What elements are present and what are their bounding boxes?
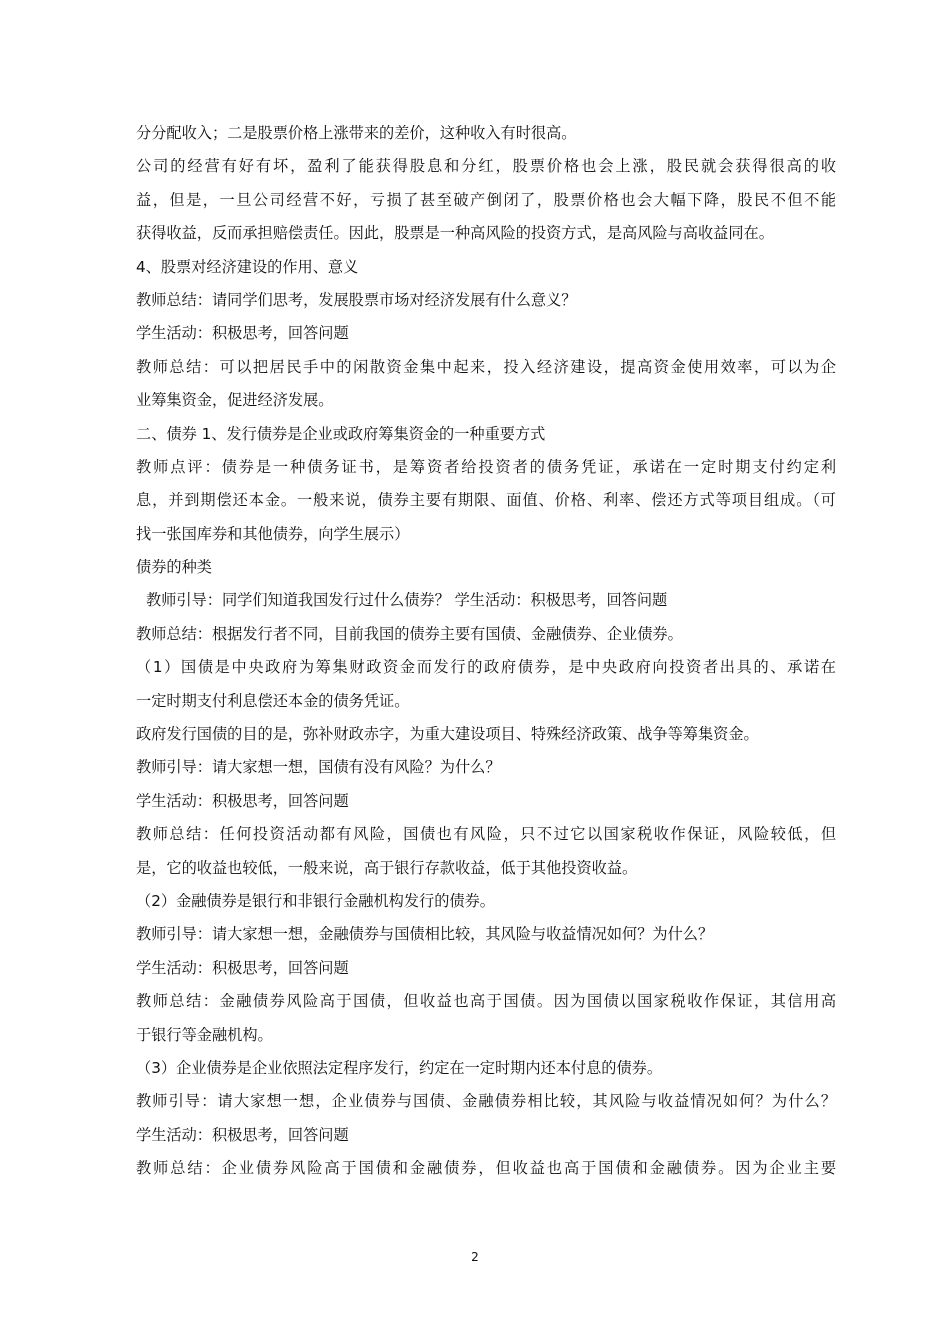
text-line: 债券的种类 xyxy=(136,558,212,577)
text-line: 教师总结：可以把居民手中的闲散资金集中起来，投入经济建设，提高资金使用效率，可以为企 xyxy=(136,357,836,376)
text-line: 二、债券 1、发行债券是企业或政府筹集资金的一种重要方式 xyxy=(136,424,546,443)
text-line: 教师总结：金融债券风险高于国债，但收益也高于国债。因为国债以国家税收作保证，其信用高 xyxy=(136,992,836,1011)
text-line: 教师引导：同学们知道我国发行过什么债券？ 学生活动：积极思考，回答问题 xyxy=(146,591,668,610)
text-line: 政府发行国债的目的是，弥补财政赤字，为重大建设项目、特殊经济政策、战争等筹集资金。 xyxy=(136,725,759,744)
text-line: 教师总结：企业债券风险高于国债和金融债券，但收益也高于国债和金融债券。因为企业主要 xyxy=(136,1159,836,1178)
text-line: 教师引导：请大家想一想，企业债券与国债、金融债券相比较，其风险与收益情况如何？为什么？ xyxy=(136,1092,836,1111)
text-line: 教师点评：债券是一种债务证书，是筹资者给投资者的债务凭证，承诺在一定时期支付约定利 xyxy=(136,457,836,476)
text-line: 学生活动：积极思考，回答问题 xyxy=(136,791,349,810)
text-line: 找一张国库券和其他债券，向学生展示） xyxy=(136,524,410,543)
text-line: 学生活动：积极思考，回答问题 xyxy=(136,958,349,977)
text-line: 分分配收入；二是股票价格上涨带来的差价，这种收入有时很高。 xyxy=(136,124,577,142)
text-line: （1）国债是中央政府为筹集财政资金而发行的政府债券，是中央政府向投资者出具的、承诺在 xyxy=(136,658,836,677)
body-text xyxy=(136,124,836,1193)
text-line: 一定时期支付利息偿还本金的债务凭证。 xyxy=(136,691,410,710)
text-line: 教师总结：根据发行者不同，目前我国的债券主要有国债、金融债券、企业债券。 xyxy=(136,624,683,643)
text-line: 学生活动：积极思考，回答问题 xyxy=(136,1125,349,1144)
text-line: 业筹集资金，促进经济发展。 xyxy=(136,391,334,410)
text-line: 教师引导：请大家想一想，金融债券与国债相比较，其风险与收益情况如何？为什么？ xyxy=(136,925,714,944)
text-line: 益，但是，一旦公司经营不好，亏损了甚至破产倒闭了，股票价格也会大幅下降，股民不但不能 xyxy=(136,190,836,209)
page-number: 2 xyxy=(471,1250,479,1264)
text-line: （2）金融债券是银行和非银行金融机构发行的债券。 xyxy=(136,891,495,910)
text-line: 4、股票对经济建设的作用、意义 xyxy=(136,257,359,276)
text-line: 息，并到期偿还本金。一般来说，债券主要有期限、面值、价格、利率、偿还方式等项目组成。（可 xyxy=(136,491,836,510)
text-line: 于银行等金融机构。 xyxy=(136,1025,273,1044)
text-line: 教师总结：任何投资活动都有风险，国债也有风险，只不过它以国家税收作保证，风险较低，但 xyxy=(136,825,836,844)
text-line: 教师总结：请同学们思考，发展股票市场对经济发展有什么意义？ xyxy=(136,290,577,309)
text-line: 教师引导：请大家想一想，国债有没有风险？为什么？ xyxy=(136,758,501,777)
text-line: 公司的经营有好有坏，盈利了能获得股息和分红，股票价格也会上涨，股民就会获得很高的收 xyxy=(136,157,836,176)
text-line: 学生活动：积极思考，回答问题 xyxy=(136,324,349,343)
text-line: 获得收益，反而承担赔偿责任。因此，股票是一种高风险的投资方式，是高风险与高收益同在。 xyxy=(136,224,774,243)
text-line: （3）企业债券是企业依照法定程序发行，约定在一定时期内还本付息的债券。 xyxy=(136,1058,663,1077)
text-line: 是，它的收益也较低，一般来说，高于银行存款收益，低于其他投资收益。 xyxy=(136,858,638,877)
